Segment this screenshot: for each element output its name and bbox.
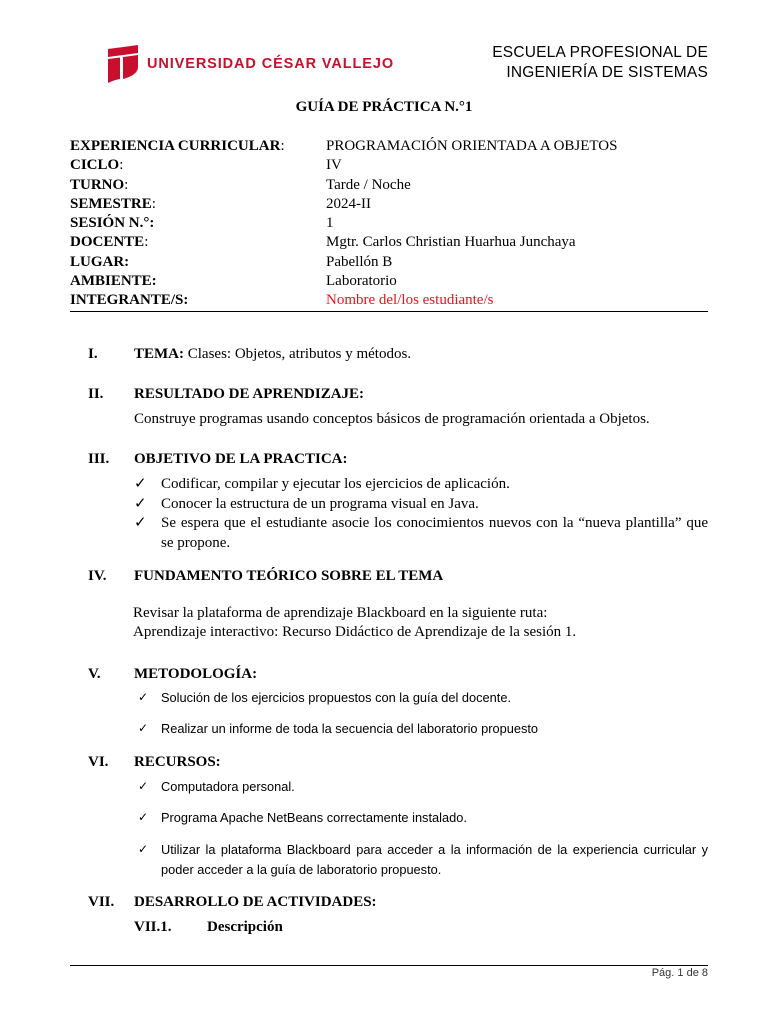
list-item: ✓ Utilizar la plataforma Blackboard para acceder a la información de la experiencia curricular y poder acceder a la guía de laboratorio propuesto.: [138, 842, 708, 877]
section-text: Clases: Objetos, atributos y métodos.: [184, 346, 412, 362]
school-line-1: ESCUELA PROFESIONAL DE: [492, 44, 708, 61]
list-item: ✓ Conocer la estructura de un programa visual en Java.: [134, 495, 708, 515]
section-number: I.: [88, 346, 98, 362]
university-name: UNIVERSIDAD CÉSAR VALLEJO: [147, 56, 395, 72]
checkmark-icon: ✓: [138, 842, 149, 856]
section-title: METODOLOGÍA:: [134, 666, 258, 682]
checkmark-icon: ✓: [134, 476, 147, 492]
section-fundamento: [88, 566, 708, 586]
course-info-table: [70, 137, 708, 311]
info-row: [70, 176, 708, 195]
info-value: PROGRAMACIÓN ORIENTADA A OBJETOS: [326, 138, 618, 154]
section-text: Aprendizaje interactivo: Recurso Didáctico de Aprendizaje de la sesión 1.: [133, 624, 577, 640]
university-logo: [108, 44, 394, 84]
school-name: [492, 43, 708, 83]
checkmark-icon: ✓: [138, 690, 149, 704]
section-number: IV.: [88, 568, 107, 584]
student-name-placeholder: Nombre del/los estudiante/s: [326, 292, 494, 309]
section-tema: [88, 344, 708, 364]
section-title: OBJETIVO DE LA PRACTICA:: [134, 451, 348, 467]
info-value: Laboratorio: [326, 273, 397, 290]
info-row: [70, 195, 708, 214]
section-desarrollo: [88, 892, 708, 912]
methodology-list: [138, 719, 708, 739]
section-metodologia: [88, 664, 708, 684]
section-title: DESARROLLO DE ACTIVIDADES:: [134, 894, 377, 910]
checkmark-icon: ✓: [138, 779, 149, 793]
info-row: [70, 253, 708, 272]
school-line-2: INGENIERÍA DE SISTEMAS: [506, 64, 708, 81]
info-row: [70, 272, 708, 291]
resources-list: [138, 808, 708, 828]
section-number: VI.: [88, 754, 109, 770]
methodology-list: [138, 688, 708, 708]
resources-list: [138, 840, 708, 879]
section-resultado: [88, 384, 708, 404]
page-number: Pág. 1 de 8: [651, 967, 708, 979]
info-label: CICLO:: [70, 157, 124, 174]
document-title: GUÍA DE PRÁCTICA N.°1: [295, 99, 473, 115]
info-value: IV: [326, 157, 342, 174]
info-row: [70, 156, 708, 175]
subsection-title: Descripción: [207, 919, 283, 935]
info-label: INTEGRANTE/S:: [70, 292, 189, 309]
info-label: TURNO:: [70, 176, 129, 193]
section-number: III.: [88, 451, 110, 467]
list-item: ✓ Computadora personal.: [138, 777, 708, 797]
subsection-number: VII.1.: [134, 919, 172, 935]
section-text: Construye programas usando conceptos básicos de programación orientada a Objetos.: [134, 411, 650, 427]
section-title: RECURSOS:: [134, 754, 221, 770]
info-label: AMBIENTE:: [70, 273, 157, 290]
section-title: FUNDAMENTO TEÓRICO SOBRE EL TEMA: [134, 568, 444, 584]
list-item: ✓ Realizar un informe de toda la secuencia del laboratorio propuesto: [138, 719, 708, 739]
list-item: ✓ Se espera que el estudiante asocie los conocimientos nuevos con la “nueva plantilla” que se propone.: [134, 515, 708, 551]
info-label: SEMESTRE:: [70, 195, 156, 212]
checkmark-icon: ✓: [134, 515, 147, 531]
section-recursos: [88, 752, 708, 772]
info-value: 2024-II: [326, 195, 371, 212]
section-objetivo: [88, 449, 708, 469]
info-value: 1: [326, 215, 334, 232]
checkmark-icon: ✓: [138, 810, 149, 824]
info-value: Tarde / Noche: [326, 176, 411, 193]
section-number: V.: [88, 666, 101, 682]
checkmark-icon: ✓: [134, 495, 147, 512]
info-label: LUGAR:: [70, 253, 130, 270]
list-item: ✓ Programa Apache NetBeans correctamente instalado.: [138, 808, 708, 828]
section-number: II.: [88, 386, 104, 402]
resources-list: [138, 777, 708, 797]
info-value: Mgtr. Carlos Christian Huarhua Junchaya: [326, 234, 576, 251]
list-item: ✓ Solución de los ejercicios propuestos con la guía del docente.: [138, 688, 708, 708]
info-row: [70, 291, 708, 310]
list-item: ✓ Codificar, compilar y ejecutar los ejercicios de aplicación.: [134, 475, 708, 495]
info-label: DOCENTE:: [70, 234, 149, 251]
section-title: TEMA: Clases: Objetos, atributos y métodos.: [134, 346, 412, 362]
ucv-shield-icon: [108, 45, 138, 83]
checkmark-icon: ✓: [138, 721, 149, 735]
info-value: Pabellón B: [326, 253, 393, 270]
info-row: [70, 233, 708, 252]
footer-divider: [70, 965, 708, 966]
section-number: VII.: [88, 894, 115, 910]
info-divider: [70, 311, 708, 312]
info-label: EXPERIENCIA CURRICULAR:: [70, 138, 285, 154]
subsection-descripcion: [134, 917, 708, 937]
section-title: RESULTADO DE APRENDIZAJE:: [134, 386, 365, 402]
section-text: Revisar la plataforma de aprendizaje Blackboard en la siguiente ruta:: [133, 605, 548, 621]
info-row: [70, 214, 708, 233]
info-row: [70, 137, 708, 156]
info-label: SESIÓN N.°:: [70, 215, 155, 232]
objective-list: [134, 475, 708, 553]
